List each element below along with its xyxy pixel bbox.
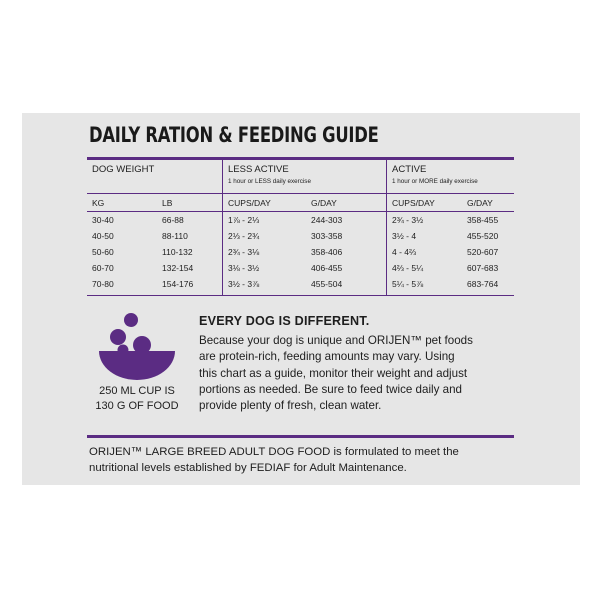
- table-divider-1: [222, 160, 223, 295]
- table-cell: 2¾ - 3½: [392, 215, 424, 225]
- headline: EVERY DOG IS DIFFERENT.: [199, 314, 370, 328]
- table-cell: 2⅓ - 2¾: [228, 231, 260, 241]
- active-header: ACTIVE: [392, 164, 427, 175]
- table-cell: 244-303: [311, 215, 343, 225]
- table-cell: 60-70: [92, 263, 114, 273]
- body-line: are protein-rich, feeding amounts may vary. Using: [199, 350, 455, 364]
- table-cell: 607-683: [467, 263, 499, 273]
- feeding-guide-panel: [22, 113, 580, 485]
- table-cell: 66-88: [162, 215, 184, 225]
- table-cell: 683-764: [467, 279, 499, 289]
- body-line: provide plenty of fresh, clean water.: [199, 399, 382, 413]
- table-cell: 154-176: [162, 279, 194, 289]
- footer-line: nutritional levels established by FEDIAF for Adult Maintenance.: [89, 462, 407, 474]
- table-cell: 3½ - 4: [392, 231, 417, 241]
- table-cell: 4 - 4⅔: [392, 247, 417, 257]
- table-cell: 1⅞ - 2⅓: [228, 215, 260, 225]
- table-cell: 303-358: [311, 231, 343, 241]
- bowl-with-kibble-icon: [98, 310, 176, 382]
- table-cell: 3½ - 3⅞: [228, 279, 260, 289]
- table-cell: 406-455: [311, 263, 343, 273]
- table-cell: 358-455: [467, 215, 499, 225]
- col-kg: KG: [92, 198, 105, 208]
- footer-text: [89, 444, 529, 476]
- body-line: this chart as a guide, monitor their weight and adjust: [199, 366, 468, 380]
- table-cell: 358-406: [311, 247, 343, 257]
- table-cell: 30-40: [92, 215, 114, 225]
- body-line: Because your dog is unique and ORIJEN™ pet foods: [199, 334, 473, 347]
- col-active-grams: G/DAY: [467, 198, 493, 208]
- table-cell: 3⅛ - 3½: [228, 263, 260, 273]
- footer-line: ORIJEN™ LARGE BREED ADULT DOG FOOD is formulated to meet the: [89, 446, 459, 458]
- cup-caption-line: 250 ML CUP IS: [99, 385, 175, 397]
- col-less-grams: G/DAY: [311, 198, 337, 208]
- table-cell: 70-80: [92, 279, 114, 289]
- col-less-cups: CUPS/DAY: [228, 198, 271, 208]
- dog-weight-header: DOG WEIGHT: [92, 164, 155, 175]
- table-cell: 455-520: [467, 231, 499, 241]
- table-cell: 110-132: [162, 247, 193, 257]
- less-active-header: LESS ACTIVE: [228, 164, 289, 175]
- table-cell: 132-154: [162, 263, 194, 273]
- col-lb: LB: [162, 198, 173, 208]
- body-line: portions as needed. Be sure to feed twice daily and: [199, 382, 462, 396]
- cup-caption-line: 130 G OF FOOD: [95, 400, 179, 412]
- page-title: DAILY RATION & FEEDING GUIDE: [89, 123, 379, 147]
- table-cell: 50-60: [92, 247, 114, 257]
- table-cell: 88-110: [162, 231, 188, 241]
- table-top-rule: [87, 157, 514, 160]
- table-bottom-rule: [87, 295, 514, 296]
- col-active-cups: CUPS/DAY: [392, 198, 435, 208]
- table-header-rule: [87, 193, 514, 194]
- footer-rule: [87, 435, 514, 438]
- table-cell: 520-607: [467, 247, 499, 257]
- table-cell: 5¼ - 5⅞: [392, 279, 424, 289]
- table-column-rule: [87, 211, 514, 212]
- cup-caption: [91, 384, 183, 414]
- table-cell: 40-50: [92, 231, 114, 241]
- table-cell: 455-504: [311, 279, 343, 289]
- table-cell: 2¾ - 3⅛: [228, 247, 260, 257]
- active-subtitle: 1 hour or MORE daily exercise: [392, 178, 478, 185]
- body-text: [199, 333, 519, 414]
- table-cell: 4⅔ - 5¼: [392, 263, 424, 273]
- less-active-subtitle: 1 hour or LESS daily exercise: [228, 178, 311, 185]
- table-divider-2: [386, 160, 387, 295]
